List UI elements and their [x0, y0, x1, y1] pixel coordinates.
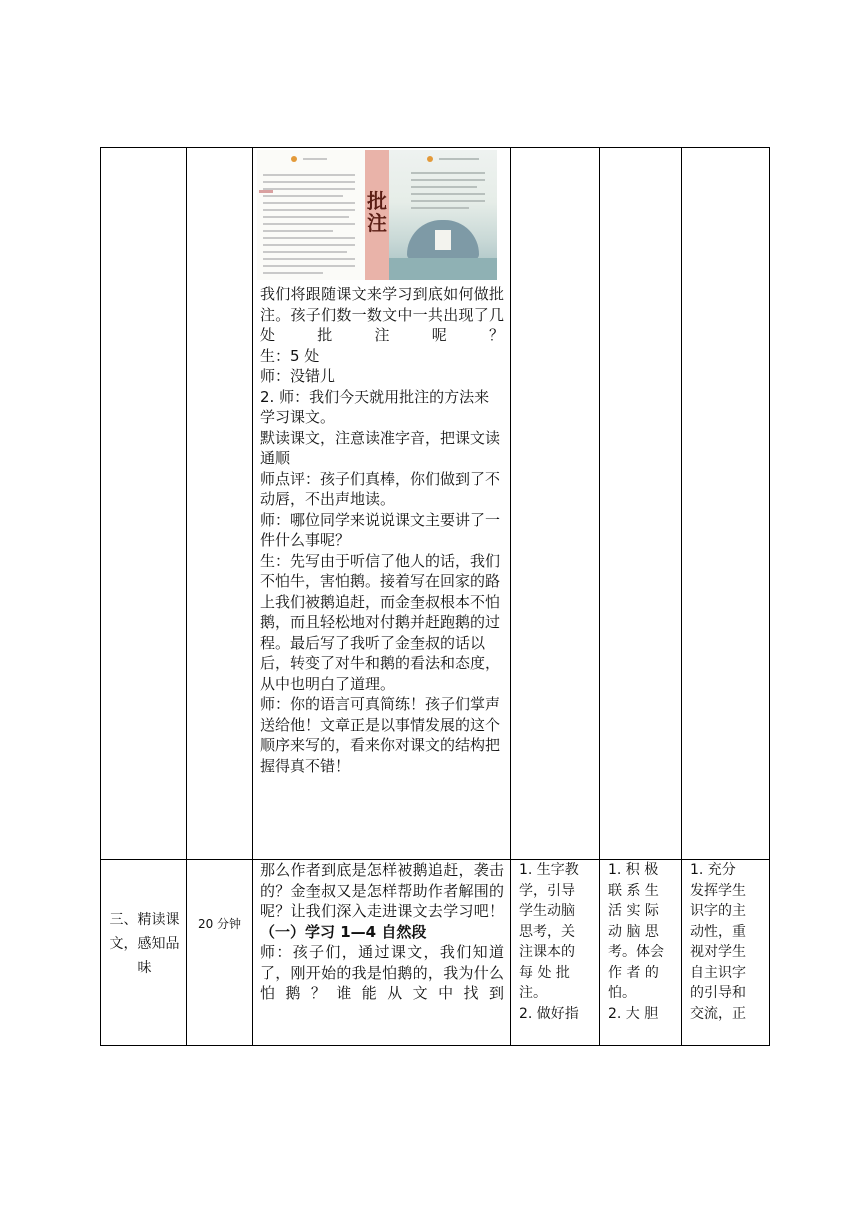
line: 1. 积 极: [608, 862, 659, 878]
line: 注。: [519, 985, 547, 1001]
duration-label: 20 分钟: [197, 917, 242, 931]
teaching-content-cell: [253, 148, 511, 860]
stage-cell: [101, 148, 187, 860]
line: 联 系 生: [608, 882, 659, 899]
annotation-banner: [365, 150, 389, 280]
line: 怕。: [608, 985, 636, 1001]
line: 动 脑 思: [608, 923, 659, 940]
paragraph: 那么作者到底是怎样被鹅追赶，袭击的？金奎叔又是怎样帮助作者解围的呢？让我们深入走进课文去学习吧！: [260, 861, 504, 920]
design-intent-cell: [682, 148, 770, 860]
textbook-right-page: [389, 150, 497, 280]
line: 识字的主: [690, 903, 746, 919]
paragraph: 师：没错儿: [260, 367, 336, 385]
paragraph: 2. 师：我们今天就用批注的方法来学习课文。: [260, 387, 490, 426]
line: 发挥学生: [690, 882, 746, 899]
line: 2. 大 胆: [608, 1005, 659, 1022]
line: 注课本的: [519, 944, 575, 960]
line: 2. 做好指: [519, 1005, 579, 1022]
teacher-activity-cell: [511, 860, 600, 1046]
duration-cell: [187, 860, 253, 1046]
paragraph: 师：孩子们，通过课文，我们知道了，刚开始的我是怕鹅的，我为什么怕鹅？谁能从文中找到: [260, 943, 504, 1002]
design-intent-cell: [682, 860, 770, 1046]
line: 1. 生字教: [519, 862, 579, 878]
paragraph: 师点评：孩子们真棒，你们做到了不动唇，不出声地读。: [260, 469, 501, 508]
line: 学生动脑: [519, 903, 575, 919]
paragraph: 生：5 处: [260, 346, 320, 365]
line: 动性，重: [690, 923, 746, 940]
table-row: [101, 148, 770, 860]
textbook-left-page: [257, 150, 365, 280]
banner-char: 批: [367, 189, 387, 213]
paragraph: 师：哪位同学来说说课文主要讲了一件什么事呢？: [260, 510, 501, 549]
line: 活 实 际: [608, 903, 659, 919]
paragraph: 我们将跟随课文来学习到底如何做批注。孩子们数一数文中一共出现了几处批注呢？: [260, 285, 504, 344]
paragraph: 生：先写由于听信了他人的话，我们不怕牛，害怕鹅。接着写在回家的路上我们被鹅追赶，而金奎叔根本不怕鹅，而且轻松地对付鹅并赶跑鹅的过程。最后写了我听了金奎叔的话以后，转变了对牛和鹅的看法和态度，从中也明白了道理。: [260, 551, 501, 693]
section-heading: （一）学习 1—4 自然段: [260, 922, 427, 941]
paragraph: 师：你的语言可真简练！孩子们掌声送给他！文章正是以事情发展的这个顺序来写的，看来你对课文的结构把握得真不错！: [260, 695, 501, 775]
line: 交流，正: [690, 1005, 746, 1022]
duration-cell: [187, 148, 253, 860]
teacher-activity-cell: [511, 148, 600, 860]
line: 学，引导: [519, 882, 575, 899]
line: 作 者 的: [608, 964, 659, 981]
teaching-content-cell: [253, 860, 511, 1046]
stage-cell: [101, 860, 187, 1046]
line: 每 处 批: [519, 964, 570, 981]
lesson-plan-table: [100, 147, 770, 1046]
line: 思考，关: [519, 923, 575, 940]
student-activity-cell: [600, 860, 682, 1046]
line: 的引导和: [690, 985, 746, 1001]
paragraph: 默读课文，注意读准字音，把课文读通顺: [260, 428, 501, 467]
textbook-page-image: [257, 150, 497, 280]
line: 视对学生: [690, 944, 746, 960]
line: 1. 充分: [690, 862, 736, 878]
student-activity-cell: [600, 148, 682, 860]
banner-char: 注: [367, 211, 387, 235]
line: 考。体会: [608, 944, 664, 960]
stage-label: 三、精读课文，感知品味: [109, 912, 180, 976]
line: 自主识字: [690, 964, 746, 981]
table-row: [101, 860, 770, 1046]
